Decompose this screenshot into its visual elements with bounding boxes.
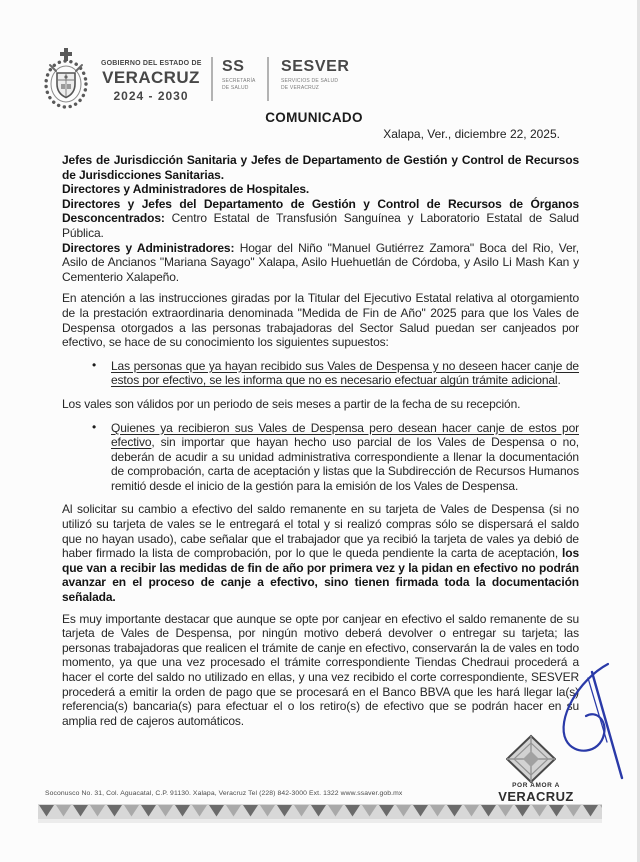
footer-triangle-band <box>38 804 602 823</box>
slogan-block <box>492 782 580 804</box>
text-run: Los vales son válidos por un periodo de seis meses a partir de la fecha de su recepción. <box>62 396 521 411</box>
text-run: Directores y Administradores de Hospitales. <box>62 182 310 197</box>
header-divider <box>267 57 269 101</box>
sesver-caption <box>281 78 350 91</box>
footer-address: Soconusco No. 31, Col. Aguacatal, C.P. 91130. Xalapa, Veracruz Tel (228) 842-3000 Ext. 1322 www.ssaver.gob.mx <box>45 790 403 797</box>
secretaria-salud-logo <box>222 58 256 91</box>
ss-caption-line1: SECRETARÍA <box>222 78 256 84</box>
text-run: los que van a recibir las medidas de fin de año por primera vez y la pidan en efectivo no podrán avanzar en el proceso de canje a efectivo, sino tienen firmada toda la documentación señalada. <box>62 546 579 605</box>
paragraph <box>62 182 579 197</box>
veracruz-coat-of-arms-icon <box>40 46 92 112</box>
text-run: . <box>557 373 561 388</box>
sesver-acronym: SESVER <box>281 58 350 75</box>
government-wordmark <box>101 60 201 103</box>
body-paragraphs <box>62 153 579 728</box>
text-run: Las personas que ya hayan recibido sus Vales de Despensa y no deseen hacer canje de estos por efectivo, se les informa que no es necesario efectuar algún trámite adicional <box>111 358 579 388</box>
text-run: En atención a las instrucciones giradas por la Titular del Ejecutivo Estatal relativa al otorgamiento de la prestación extraordinaria denominada "Medida de Fin de Año" 2025 para que los Vales de Despensa otorgados a las personas trabajadoras del Sector Salud puedan ser canjeados por efectivo, se hace de su conocimiento los siguientes supuestos: <box>62 291 579 350</box>
text-run: Centro Estatal de Transfusión Sanguínea y Laboratorio Estatal de Salud Pública. <box>62 211 579 240</box>
sesver-caption-line1: SERVICIOS DE SALUD <box>281 78 339 84</box>
slogan-line2: VERACRUZ <box>498 789 574 804</box>
government-line: GOBIERNO DEL ESTADO DE <box>101 60 202 67</box>
text-run: , sin importar que hayan hecho uso parcial de los Vales de Despensa o no, deberán de acudir a su unidad administrativa correspondiente a llenar la documentación de comprobación, carta de aceptación y listas que la Subdirección de Recursos Humanos remitió desde el inicio de la gestión para la emisión de los Vales de Despensa. <box>111 435 579 493</box>
ss-acronym: SS <box>222 58 245 75</box>
sesver-logo <box>281 58 350 91</box>
header-divider <box>211 57 213 101</box>
paragraph <box>62 397 579 412</box>
document-title: COMUNICADO <box>265 110 363 125</box>
dateline: Xalapa, Ver., diciembre 22, 2025. <box>383 127 560 141</box>
signature-ink-flourish <box>548 658 638 784</box>
ss-caption-line2: DE SALUD <box>222 84 249 91</box>
paragraph <box>62 612 579 729</box>
text-run: Quienes ya recibieron sus Vales de Despensa pero desean hacer canje de estos por efectivo <box>111 420 579 450</box>
text-run: Hogar del Niño "Manuel Gutiérrez Zamora" Boca del Rio, Ver, Asilo de Ancianos "Mariana Sayago" Xalapa, Asilo Huehuetlán de Córdoba, y Asilo Li Mash Kan y Cementerio Xalapeño. <box>62 240 579 284</box>
paragraph <box>62 197 579 241</box>
bullet-item <box>62 421 579 494</box>
paragraph <box>62 502 579 604</box>
sesver-caption-line2: DE VERACRUZ <box>281 84 320 91</box>
slogan-line1: POR AMOR A <box>512 782 560 789</box>
paragraph <box>62 153 579 182</box>
paragraph <box>62 291 579 349</box>
text-run: Directores y Administradores: <box>62 240 235 255</box>
paragraph <box>62 241 579 285</box>
text-run: Al solicitar su cambio a efectivo del saldo remanente en su tarjeta de Vales de Despensa (si no utilizó su tarjeta de vales se le entregará el total y si realizó compras sólo se dispersará el saldo que no hayan usado), cabe señalar que el trabajador que ya recibió la tarjeta de vales ya debió de haber firmado la lista de comprobación, por lo que le queda pendiente la carta de aceptación, <box>62 502 579 561</box>
state-name: VERACRUZ <box>102 68 200 87</box>
text-run: Jefes de Jurisdicción Sanitaria y Jefes de Departamento de Gestión y Control de Recursos de Jurisdicciones Sanitarias. <box>62 153 579 182</box>
bullet-item <box>62 359 579 388</box>
ss-caption <box>222 78 256 91</box>
administration-period: 2024 - 2030 <box>113 89 189 103</box>
text-run: Es muy importante destacar que aunque se opte por canjear en efectivo el saldo remanente de su tarjeta de Vales de Despensa, por ningún motivo deberá devolver o entregar su tarjeta; las personas trabajadoras que realicen el trámite de canje en efectivo, conservarán la de vales en todo momento, ya que una vez procesado el trámite correspondiente Tiendas Chedraui procederá a hacer el corte del saldo no utilizado en ellas, y una vez recibido el corte correspondiente, SESVER procederá a emitir la orden de pago que se procesará en el Banco BBVA que les hará llegar la(s) referencia(s) bancaria(s) para efectuar el o los retiro(s) de efectivo que se podrán hacer en su amplia red de cajeros automáticos. <box>62 611 579 728</box>
letterhead <box>0 0 640 150</box>
text-run: Directores y Jefes del Departamento de Gestión y Control de Recursos de Órganos Desconcentrados: <box>62 196 579 226</box>
